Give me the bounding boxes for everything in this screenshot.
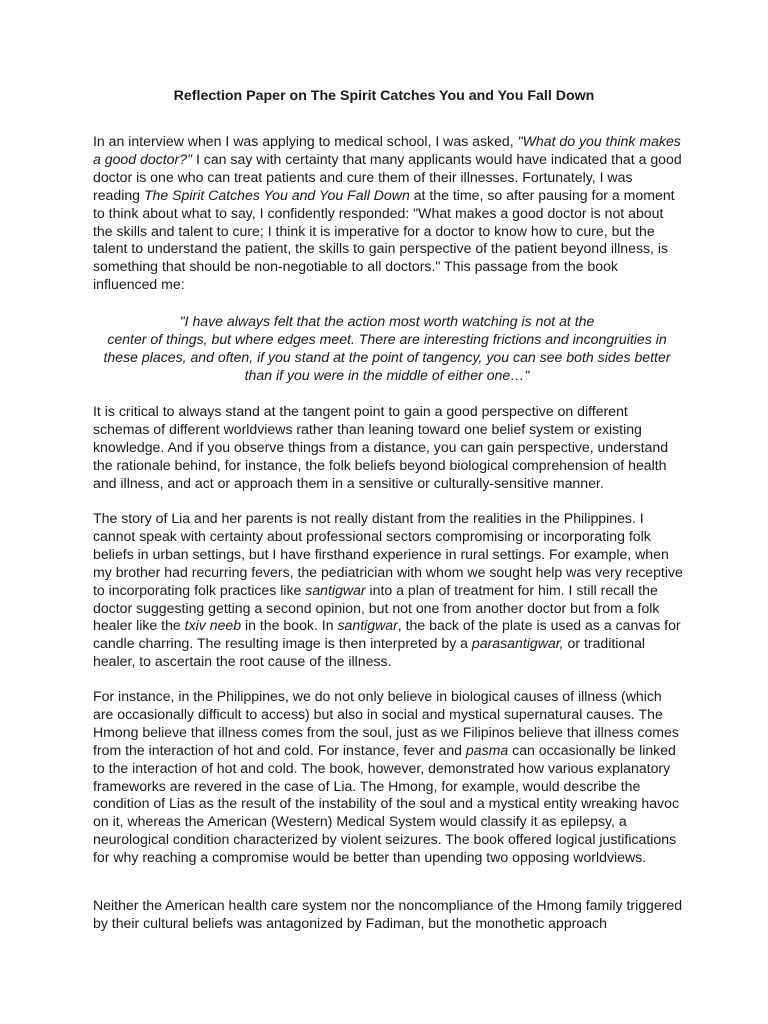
page-title: Reflection Paper on The Spirit Catches You and You Fall Down	[173, 88, 595, 104]
folk-term: pasma	[465, 741, 509, 758]
book-title: The Spirit Catches You and You Fall Down	[143, 186, 410, 203]
paragraph-text: or traditional healer, to ascertain the root cause of the illness.	[93, 635, 646, 670]
paragraph-tangent: It is critical to always stand at the tangent point to gain a good perspective on different schemas of different worldviews rather than leaning toward one belief system or existing knowledge. And if you observe things from a distance, you can gain perspective, understand the rationale behind, for instance, the folk beliefs beyond biological comprehension of health and illness, and act or approach them in a sensitive or culturally-sensitive manner.	[93, 403, 669, 491]
interview-question: "What do you think makes a good doctor?"	[93, 133, 681, 167]
paragraph-text: can occasionally be linked to the interaction of hot and cold. The book, however, demonstrated how various explanatory frameworks are revered in the case of Lia. The Hmong, for example, would describe the condition of Lias as the result of the instability of the soul and a mystical entity wreaking havoc on it, whereas the American (Western) Medical System would classify it as epilepsy, a neurological condition characterized by violent seizures. The book offered logical justifications for why reaching a compromise would be better than upending two opposing worldviews.	[93, 741, 679, 866]
quote-line: than if you were in the middle of either one…"	[244, 366, 530, 383]
quote-line: these places, and often, if you stand at the point of tangency, you can see both sides better	[103, 348, 671, 365]
paragraph-text: at the time, so after pausing for a moment to think about what to say, I confidently responded: "What makes a good doctor is not about the skills and talent to cure; I think it is imperative for a doctor to know how to cure, but the talent to understand the patient, the skills to gain perspective of the patient beyond illness, is something that should be non-negotiable to all doctors." This passage from the book influenced me:	[93, 186, 675, 293]
paragraph-text: I can say with certainty that many applicants would have indicated that a good doctor is one who can treat patients and cure them of their illnesses. Fortunately, I was reading	[93, 150, 682, 203]
paragraph-lia-story	[93, 510, 683, 671]
paragraph-text: The story of Lia and her parents is not really distant from the realities in the Philippines. I cannot speak with certainty about professional sectors compromising or incorporating folk beliefs in urban settings, but I have firsthand experience in rural settings. For example, when my brother had recurring fevers, the pediatrician with whom we sought help was very receptive to incorporating folk practices like	[93, 510, 683, 598]
paragraph-interview	[93, 133, 683, 294]
paragraph-text: , the back of the plate is used as a canvas for candle charring. The resulting image is then interpreted by a	[93, 617, 681, 652]
folk-term: txiv neeb	[184, 617, 242, 634]
folk-term: santigwar	[337, 617, 398, 634]
paragraph-text: into a plan of treatment for him. I still recall the doctor suggesting getting a second opinion, but not one from another doctor but from a folk healer like the	[93, 581, 660, 634]
folk-term: parasantigwar,	[471, 635, 564, 652]
quote-line: "I have always felt that the action most worth watching is not at the	[179, 313, 595, 329]
paragraph-text: in the book. In	[241, 617, 338, 634]
block-quote	[93, 313, 681, 385]
quote-line: center of things, but where edges meet. There are interesting frictions and incongruities in	[107, 330, 667, 347]
paragraph-illness-causes	[93, 688, 683, 867]
paragraph-text: For instance, in the Philippines, we do not only believe in biological causes of illness (which are occasionally difficult to access) but also in social and mystical supernatural causes. The Hmong believe that illness comes from the soul, just as we Filipinos believe that illness comes from the interaction of hot and cold. For instance, fever and	[93, 688, 679, 758]
folk-term: santigwar	[305, 581, 366, 598]
paragraph-fadiman: Neither the American health care system nor the noncompliance of the Hmong family triggered by their cultural beliefs was antagonized by Fadiman, but the monothetic approach	[93, 897, 683, 931]
paragraph-text: In an interview when I was applying to medical school, I was asked,	[93, 133, 518, 149]
